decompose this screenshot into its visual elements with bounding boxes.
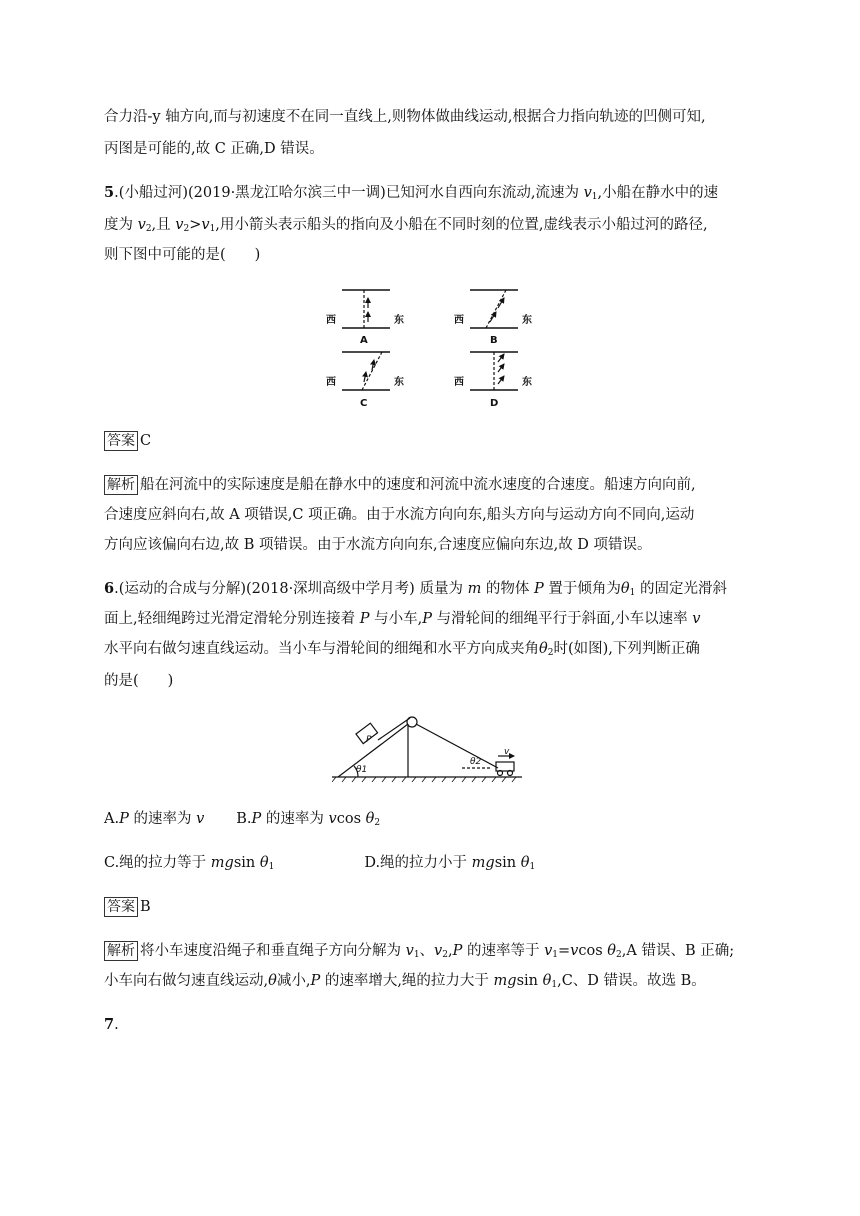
v-var: v <box>544 943 553 959</box>
theta2-label: θ2 <box>470 757 482 767</box>
prev-line-1: 合力沿-y 轴方向,而与初速度不在同一直线上,则物体做曲线运动,根据合力指向轨迹的凹侧可知, <box>104 109 706 125</box>
p-var: P <box>422 611 432 627</box>
east-label: 东 <box>394 315 404 326</box>
q6-text: 置于倾角为 <box>543 581 621 597</box>
theta-var: θ <box>542 973 552 989</box>
option-d: D.绳的拉力小于 <box>364 855 472 871</box>
sub: 2 <box>183 224 190 234</box>
sub: 1 <box>552 950 559 960</box>
q5-number: 5 <box>104 184 115 201</box>
answer-value: B <box>140 899 151 915</box>
sub: 2 <box>442 950 448 960</box>
p-var: P <box>359 611 370 627</box>
v-var: v <box>692 611 701 627</box>
theta-var: θ <box>539 641 548 657</box>
west-label: 西 <box>326 315 336 326</box>
q6-explanation-1 <box>104 940 764 966</box>
west-label: 西 <box>326 377 336 388</box>
explanation-text: 的速率等于 <box>462 943 545 959</box>
q6-text: .(运动的合成与分解)(2018·深圳高级中学月考) 质量为 <box>114 581 468 597</box>
explanation-text: ,A 错误、B 正确; <box>621 943 735 959</box>
explanation-text: 减小, <box>276 973 311 989</box>
theta-var: θ <box>607 943 617 959</box>
q5-text-b: ,小船在静水中的速 <box>597 185 719 201</box>
east-label: 东 <box>394 377 404 388</box>
q6-text: 面上,轻细绳跨过光滑定滑轮分别连接着 <box>104 611 360 627</box>
q6-options-cd <box>104 852 764 878</box>
option-b-text: 的速率为 <box>261 811 329 827</box>
p-var: P <box>119 811 129 827</box>
sin: sin <box>516 973 543 989</box>
v-var: v <box>137 217 146 233</box>
q5-line-3: 则下图中可能的是( ) <box>104 247 261 263</box>
option-c: C.绳的拉力等于 <box>104 855 211 871</box>
option-b: B. <box>236 811 252 827</box>
theta-var: θ <box>268 973 277 989</box>
sin: sin <box>494 855 521 871</box>
m-var: m <box>467 581 482 597</box>
west-label: 西 <box>454 315 464 326</box>
q6-text: 水平向右做匀速直线运动。当小车与滑轮间的细绳和水平方向成夹角 <box>104 641 539 657</box>
sub: 1 <box>529 862 536 872</box>
theta1-label: θ1 <box>356 765 368 775</box>
v-var: v <box>405 943 414 959</box>
v-var: v <box>583 185 592 201</box>
sub: 1 <box>209 224 216 234</box>
theta-var: θ <box>259 855 269 871</box>
theta-var: θ <box>365 811 375 827</box>
sub: 1 <box>591 192 598 202</box>
sin: sin <box>233 855 260 871</box>
mg-var: mg <box>493 973 517 989</box>
v-label: v <box>504 747 510 757</box>
east-label: 东 <box>522 315 532 326</box>
q5-explanation-1 <box>104 474 764 496</box>
explanation-text: 船在河流中的实际速度是船在静水中的速度和河流中流水速度的合速度。船速方向向前, <box>140 477 696 493</box>
theta-var: θ <box>620 581 630 597</box>
q5-answer <box>104 430 764 452</box>
q5-figure <box>300 282 550 410</box>
q6-answer <box>104 896 764 918</box>
answer-label: 答案 <box>104 897 138 917</box>
east-label: 东 <box>522 377 532 388</box>
q5-text-e: ,用小箭头表示船头的指向及小船在不同时刻的位置,虚线表示小船过河的路径, <box>215 217 708 233</box>
sub: 1 <box>629 588 636 598</box>
q7-line <box>104 1014 764 1036</box>
option-c-label: C <box>360 398 368 409</box>
explanation-text: 、 <box>419 943 435 959</box>
v-var: v <box>175 217 184 233</box>
explanation-text: , <box>447 943 453 959</box>
q6-figure <box>332 712 532 784</box>
sub: 1 <box>551 980 558 990</box>
prev-line-2: 丙图是可能的,故 C 正确,D 错误。 <box>104 141 324 157</box>
answer-label: 答案 <box>104 431 138 451</box>
west-label: 西 <box>454 377 464 388</box>
explanation-text: = <box>558 943 571 959</box>
p-block-label: P <box>366 735 372 745</box>
explanation-label: 解析 <box>104 475 138 495</box>
q6-text: 时(如图),下列判断正确 <box>553 641 700 657</box>
explanation-text: ,C、D 错误。故选 B。 <box>557 973 706 989</box>
q6-number: 6 <box>104 580 115 597</box>
q6-text: 与滑轮间的细绳平行于斜面,小车以速率 <box>431 611 693 627</box>
answer-value: C <box>140 433 152 449</box>
q6-text: 的固定光滑斜 <box>635 581 727 597</box>
q6-line-4: 的是( ) <box>104 673 174 689</box>
cos: cos <box>336 811 366 827</box>
explanation-text: 的速率增大,绳的拉力大于 <box>320 973 494 989</box>
mg-var: mg <box>210 855 234 871</box>
q6-line-2 <box>104 608 764 630</box>
q6-line-3 <box>104 638 764 664</box>
v-var: v <box>196 811 205 827</box>
q6-text: 的物体 <box>481 581 535 597</box>
p-var: P <box>251 811 262 827</box>
explanation-label: 解析 <box>104 941 138 961</box>
q5-explanation-3: 方向应该偏向右边,故 B 项错误。由于水流方向向东,合速度应偏向东边,故 D 项错误。 <box>104 537 652 553</box>
q7-number: 7 <box>104 1016 115 1033</box>
sub: 1 <box>413 950 420 960</box>
option-a-label: A <box>360 335 368 346</box>
p-var: P <box>310 973 321 989</box>
q5-line-2 <box>104 214 764 240</box>
q5-line-1 <box>104 182 764 208</box>
p-var: P <box>452 943 463 959</box>
q7-dot: . <box>114 1017 119 1033</box>
theta-var: θ <box>520 855 530 871</box>
q6-line-1 <box>104 578 764 604</box>
q6-explanation-2 <box>104 970 764 996</box>
q5-text-a: .(小船过河)(2019·黑龙江哈尔滨三中一调)已知河水自西向东流动,流速为 <box>114 185 584 201</box>
sub: 1 <box>268 862 275 872</box>
sub: 2 <box>616 950 622 960</box>
sub: 2 <box>547 648 554 658</box>
explanation-text: 将小车速度沿绳子和垂直绳子方向分解为 <box>140 943 406 959</box>
option-b-label: B <box>490 335 498 346</box>
v-var: v <box>570 943 579 959</box>
gt: > <box>189 217 202 233</box>
sub: 2 <box>374 818 381 828</box>
v-var: v <box>434 943 443 959</box>
v-var: v <box>328 811 337 827</box>
q6-options-ab <box>104 808 764 834</box>
option-a: A. <box>104 811 120 827</box>
option-a-text: 的速率为 <box>128 811 197 827</box>
q5-explanation-2: 合速度应斜向右,故 A 项错误,C 项正确。由于水流方向向东,船头方向与运动方向不同向,运动 <box>104 507 695 523</box>
option-d-label: D <box>490 398 499 409</box>
explanation-text: 小车向右做匀速直线运动, <box>104 973 269 989</box>
v-var: v <box>201 217 210 233</box>
sub: 2 <box>145 224 152 234</box>
p-var: P <box>534 581 544 597</box>
q6-text: 与小车, <box>369 611 423 627</box>
q5-text-c: 度为 <box>104 217 138 233</box>
mg-var: mg <box>471 855 495 871</box>
cos: cos <box>578 943 608 959</box>
q5-text-d: ,且 <box>151 217 176 233</box>
